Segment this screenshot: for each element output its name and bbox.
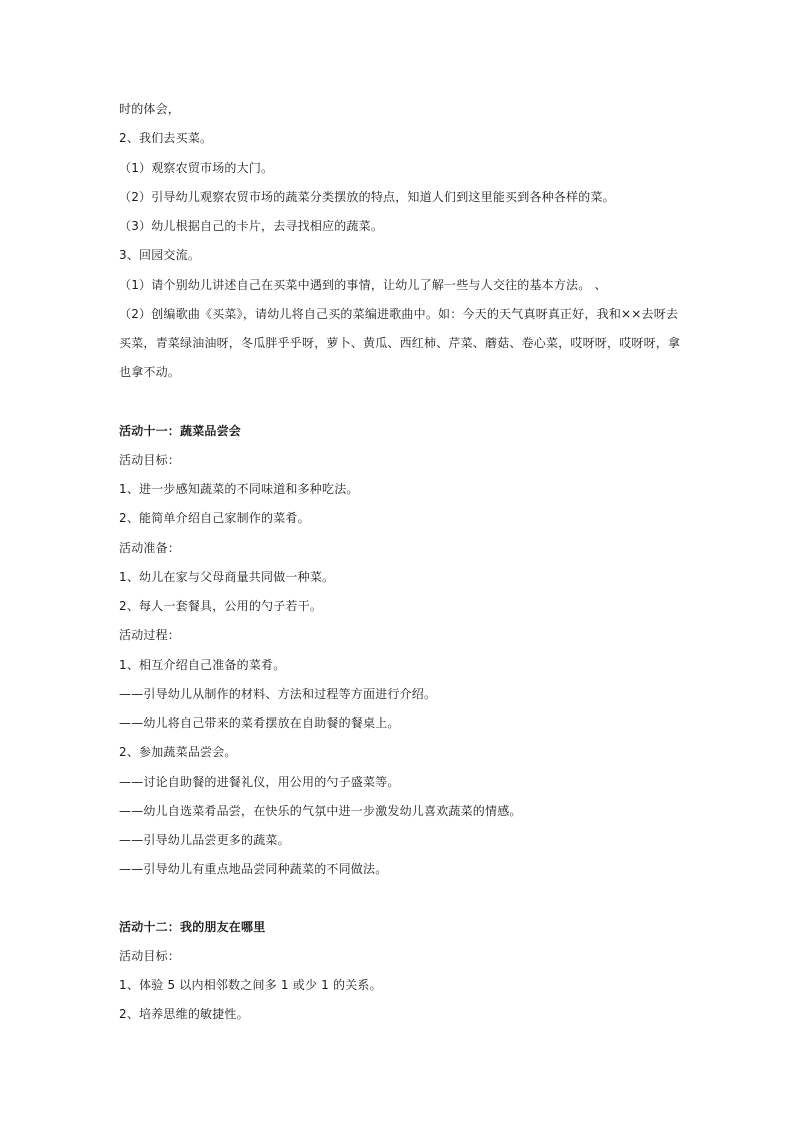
- activity-heading: 活动十二：我的朋友在哪里: [119, 920, 266, 934]
- text-line: 活动目标：: [119, 453, 181, 467]
- text-line: 活动目标：: [119, 949, 181, 963]
- text-line: 时的体会，: [119, 102, 181, 116]
- text-line: 2、参加蔬菜品尝会。: [119, 745, 237, 759]
- text-line: 1、幼儿在家与父母商量共同做一种菜。: [119, 570, 335, 584]
- text-line: 1、体验 5 以内相邻数之间多 1 或少 1 的关系。: [119, 978, 382, 992]
- text-line: 也拿不动。: [119, 365, 181, 379]
- text-line: ——引导幼儿有重点地品尝同种蔬菜的不同做法。: [119, 862, 388, 876]
- text-line: 2、每人一套餐具，公用的勺子若干。: [119, 599, 323, 613]
- text-line: ——幼儿自选菜肴品尝，在快乐的气氛中进一步激发幼儿喜欢蔬菜的情感。: [119, 804, 522, 818]
- text-line: ——引导幼儿品尝更多的蔬菜。: [119, 833, 290, 847]
- text-line: 活动准备：: [119, 541, 181, 555]
- text-line: 活动过程：: [119, 628, 181, 642]
- text-line: （2）创编歌曲《买菜》，请幼儿将自己买的菜编进歌曲中。如：今天的天气真呀真正好，我和××去呀去: [119, 307, 679, 321]
- text-line: （1）观察农贸市场的大门。: [119, 161, 274, 175]
- activity-heading: 活动十一：蔬菜品尝会: [119, 424, 242, 438]
- text-line: 2、培养思维的敏捷性。: [119, 1007, 249, 1021]
- text-line: （3）幼儿根据自己的卡片，去寻找相应的蔬菜。: [119, 219, 384, 233]
- text-line: （2）引导幼儿观察农贸市场的蔬菜分类摆放的特点，知道人们到这里能买到各种各样的菜。: [119, 190, 615, 204]
- text-line: 3、回园交流。: [119, 248, 201, 262]
- text-line: 2、我们去买菜。: [119, 131, 213, 145]
- text-line: 1、相互介绍自己准备的菜肴。: [119, 658, 286, 672]
- text-line: 买菜，青菜绿油油呀，冬瓜胖乎乎呀，萝卜、黄瓜、西红柿、芹菜、蘑菇、卷心菜，哎呀呀，哎呀呀，拿: [119, 336, 681, 350]
- text-line: （1）请个别幼儿讲述自己在买菜中遇到的事情，让幼儿了解一些与人交往的基本方法。 、: [119, 278, 607, 292]
- text-line: ——引导幼儿从制作的材料、方法和过程等方面进行介绍。: [119, 687, 437, 701]
- text-line: ——幼儿将自己带来的菜肴摆放在自助餐的餐桌上。: [119, 716, 400, 730]
- text-line: 1、进一步感知蔬菜的不同味道和多种吃法。: [119, 482, 359, 496]
- text-line: 2、能简单介绍自己家制作的菜肴。: [119, 511, 310, 525]
- text-line: ——讨论自助餐的进餐礼仪，用公用的勺子盛菜等。: [119, 775, 400, 789]
